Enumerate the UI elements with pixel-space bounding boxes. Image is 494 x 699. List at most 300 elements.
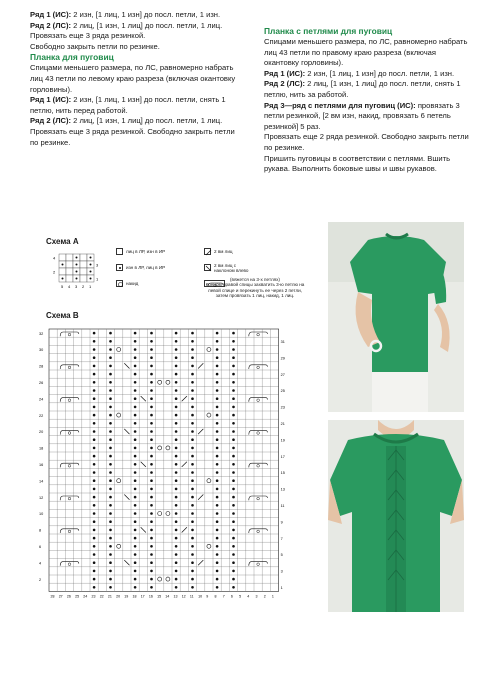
purl-dot xyxy=(175,438,178,441)
row-label: Ряд 1 (ИС): xyxy=(264,68,306,78)
purl-dot xyxy=(150,422,153,425)
purl-dot xyxy=(150,332,153,335)
purl-dot xyxy=(109,570,112,573)
row-number: 1 xyxy=(280,586,283,590)
row-number: 28 xyxy=(39,364,44,369)
purl-dot xyxy=(150,373,153,376)
purl-dot xyxy=(191,496,194,499)
left-final: Провязать еще 3 ряда резинкой. Свободно закрыть петли по резинке. xyxy=(30,126,235,147)
purl-dot xyxy=(62,264,64,266)
row-number: 17 xyxy=(280,454,285,459)
col-number: 14 xyxy=(165,594,170,599)
row-text: 2 лиц, [1 изн, 1 лиц] до посл. петли, 1 лиц. xyxy=(71,20,223,30)
purl-dot xyxy=(93,348,96,351)
left-text-column xyxy=(30,10,242,148)
purl-dot xyxy=(175,561,178,564)
purl-dot xyxy=(175,463,178,466)
grid-cell xyxy=(66,261,73,268)
purl-dot xyxy=(150,586,153,589)
row-label: Ряд 2 (ЛС): xyxy=(30,20,72,30)
purl-dot xyxy=(134,397,137,400)
purl-dot xyxy=(76,264,78,266)
purl-dot xyxy=(90,264,92,266)
purl-dot xyxy=(93,447,96,450)
purl-dot xyxy=(216,512,219,515)
purl-dot xyxy=(93,332,96,335)
row-number: 21 xyxy=(280,422,285,426)
purl-dot xyxy=(191,488,194,491)
row-text: 2 изн, [1 лиц, 1 изн] до посл. петли, 1 изн. xyxy=(305,68,455,78)
purl-dot xyxy=(134,356,137,359)
purl-dot xyxy=(216,578,219,581)
purl-dot xyxy=(232,512,235,515)
col-number: 27 xyxy=(58,594,63,599)
purl-dot xyxy=(109,356,112,359)
purl-dot xyxy=(109,381,112,384)
purl-dot xyxy=(150,488,153,491)
col-number: 12 xyxy=(181,594,186,599)
purl-dot xyxy=(191,348,194,351)
purl-dot xyxy=(191,365,194,368)
row-number: 18 xyxy=(39,446,44,451)
col-number: 1 xyxy=(89,284,92,289)
purl-dot xyxy=(109,496,112,499)
row-number: 2 xyxy=(53,269,56,275)
col-number: 10 xyxy=(198,594,203,599)
row-number: 20 xyxy=(39,430,44,435)
purl-dot xyxy=(150,529,153,532)
purl-dot xyxy=(134,373,137,376)
purl-dot xyxy=(191,356,194,359)
legend-pass-description xyxy=(205,277,305,299)
legend-yo-symbol xyxy=(116,280,123,287)
purl-dot xyxy=(175,488,178,491)
purl-dot xyxy=(175,373,178,376)
purl-dot xyxy=(90,257,92,259)
purl-dot xyxy=(216,545,219,548)
row-number: 10 xyxy=(39,512,44,517)
col-number: 20 xyxy=(116,594,121,599)
purl-dot xyxy=(134,504,137,507)
row-number: 31 xyxy=(280,340,285,344)
purl-dot xyxy=(175,381,178,384)
purl-dot xyxy=(134,389,137,392)
row-number: 13 xyxy=(280,487,285,492)
purl-dot xyxy=(232,463,235,466)
purl-dot xyxy=(216,504,219,507)
purl-dot xyxy=(134,455,137,458)
purl-dot xyxy=(90,278,92,280)
row-number: 3 xyxy=(96,262,99,268)
purl-dot xyxy=(150,365,153,368)
purl-dot xyxy=(175,537,178,540)
purl-dot xyxy=(150,520,153,523)
row-text: 2 изн, [1 лиц, 1 изн] до посл. петли, 1 изн. xyxy=(71,10,221,19)
purl-dot xyxy=(175,406,178,409)
purl-dot xyxy=(134,520,137,523)
grid-cell xyxy=(80,254,87,261)
purl-dot xyxy=(150,545,153,548)
purl-dot xyxy=(232,504,235,507)
purl-dot xyxy=(150,430,153,433)
purl-dot xyxy=(175,553,178,556)
purl-dot xyxy=(134,479,137,482)
purl-dot xyxy=(150,340,153,343)
row-number: 6 xyxy=(39,545,42,549)
legend-blank-symbol xyxy=(116,248,123,255)
col-number: 5 xyxy=(61,284,64,289)
row-number: 5 xyxy=(280,553,283,558)
schema-a-grid xyxy=(51,252,111,294)
col-number: 16 xyxy=(148,594,153,599)
purl-dot xyxy=(216,422,219,425)
purl-dot xyxy=(109,365,112,368)
purl-dot xyxy=(232,348,235,351)
purl-dot xyxy=(232,356,235,359)
purl-dot xyxy=(191,504,194,507)
purl-dot xyxy=(109,438,112,441)
purl-dot xyxy=(232,479,235,482)
purl-dot xyxy=(191,438,194,441)
purl-dot xyxy=(109,529,112,532)
purl-dot xyxy=(134,365,137,368)
left-row1b xyxy=(30,95,242,116)
purl-dot xyxy=(191,545,194,548)
purl-dot xyxy=(134,578,137,581)
purl-dot xyxy=(109,479,112,482)
row-number: 16 xyxy=(39,463,44,467)
purl-dot xyxy=(93,488,96,491)
purl-dot xyxy=(109,463,112,466)
purl-dot xyxy=(134,553,137,556)
purl-dot xyxy=(232,397,235,400)
purl-dot xyxy=(93,578,96,581)
purl-dot xyxy=(150,389,153,392)
purl-dot xyxy=(134,512,137,515)
purl-dot xyxy=(191,561,194,564)
right-intro: Спицами меньшего размера, по ЛС, равномерно набрать лиц 43 петли по правому краю разреза (включая окантовку горловины). xyxy=(264,37,468,68)
row-number: 32 xyxy=(39,331,44,336)
left-knit3: Провязать еще 3 ряда резинкой. xyxy=(30,31,146,41)
purl-dot xyxy=(134,463,137,466)
purl-dot xyxy=(109,545,112,548)
legend-purl-symbol xyxy=(116,264,123,271)
purl-dot xyxy=(191,586,194,589)
purl-dot xyxy=(109,430,112,433)
purl-dot xyxy=(109,414,112,417)
purl-dot xyxy=(232,381,235,384)
purl-dot xyxy=(216,365,219,368)
col-number: 26 xyxy=(66,594,71,599)
purl-dot xyxy=(150,570,153,573)
purl-dot xyxy=(93,586,96,589)
purl-dot xyxy=(216,447,219,450)
col-number: 19 xyxy=(124,594,129,599)
purl-dot xyxy=(134,340,137,343)
col-number: 24 xyxy=(83,594,88,599)
row-label: Ряд 2 (ЛС): xyxy=(30,116,72,126)
row-number: 15 xyxy=(280,471,285,476)
purl-dot xyxy=(191,430,194,433)
purl-dot xyxy=(175,570,178,573)
legend-label: 2 вм лиц с наклоном влево xyxy=(214,263,249,274)
purl-dot xyxy=(175,397,178,400)
left-row2b xyxy=(30,116,242,127)
purl-dot xyxy=(109,406,112,409)
purl-dot xyxy=(232,561,235,564)
purl-dot xyxy=(191,455,194,458)
purl-dot xyxy=(191,570,194,573)
legend-label: Концом правой спицы захватить 3-ю петлю на левой спице и перекинуть ее через 2 петли, затем провязать 1 лиц, накид, 1 лиц. xyxy=(205,282,305,299)
right-finish: Пришить пуговицы в соответствии с петлями. Вшить рукава. Выполнить боковые швы и швы рукавов. xyxy=(264,153,451,174)
purl-dot xyxy=(232,455,235,458)
row-number: 2 xyxy=(39,577,42,582)
purl-dot xyxy=(109,512,112,515)
purl-dot xyxy=(216,570,219,573)
purl-dot xyxy=(134,422,137,425)
purl-dot xyxy=(134,414,137,417)
purl-dot xyxy=(150,578,153,581)
purl-dot xyxy=(134,586,137,589)
purl-dot xyxy=(216,529,219,532)
purl-dot xyxy=(150,348,153,351)
row-text: 2 изн, [1 лиц, 1 изн] до посл. петли, снять 1 петлю, нить перед работой. xyxy=(30,95,226,115)
purl-dot xyxy=(191,389,194,392)
purl-dot xyxy=(134,545,137,548)
purl-dot xyxy=(175,430,178,433)
purl-dot xyxy=(150,397,153,400)
purl-dot xyxy=(93,496,96,499)
purl-dot xyxy=(232,414,235,417)
row-number: 12 xyxy=(39,495,44,500)
purl-dot xyxy=(93,520,96,523)
purl-dot xyxy=(232,553,235,556)
purl-dot xyxy=(150,356,153,359)
purl-dot xyxy=(150,463,153,466)
purl-dot xyxy=(175,422,178,425)
purl-dot xyxy=(232,406,235,409)
purl-dot xyxy=(109,561,112,564)
purl-dot xyxy=(175,545,178,548)
purl-dot xyxy=(175,529,178,532)
grid-cell xyxy=(59,268,66,275)
col-number: 4 xyxy=(247,594,250,599)
purl-dot xyxy=(175,340,178,343)
row-number: 7 xyxy=(280,536,283,541)
purl-dot xyxy=(134,430,137,433)
purl-dot xyxy=(93,422,96,425)
row-number: 1 xyxy=(96,276,99,282)
purl-dot xyxy=(109,553,112,556)
purl-dot xyxy=(216,488,219,491)
purl-dot xyxy=(150,496,153,499)
schema-a-title: Схема А xyxy=(46,237,79,246)
purl-dot xyxy=(216,471,219,474)
purl-dot xyxy=(134,561,137,564)
row-text: провязать 3 петли резинкой, [2 вм изн, накид, провязать 6 петель резинкой] 5 раз. xyxy=(264,100,460,131)
purl-dot xyxy=(175,447,178,450)
purl-dot xyxy=(216,455,219,458)
purl-dot xyxy=(232,373,235,376)
purl-dot xyxy=(93,356,96,359)
row-number: 4 xyxy=(39,561,42,566)
legend-label: лиц в ЛР, изн в ИР xyxy=(126,249,166,254)
purl-dot xyxy=(134,438,137,441)
purl-dot xyxy=(150,561,153,564)
purl-dot xyxy=(150,447,153,450)
col-number: 13 xyxy=(173,594,178,599)
purl-dot xyxy=(76,278,78,280)
row-text: 2 лиц, [1 изн, 1 лиц] до посл. петли, 1 лиц. xyxy=(71,116,223,126)
purl-dot xyxy=(175,332,178,335)
row-number: 30 xyxy=(39,348,44,353)
row-number: 19 xyxy=(280,438,285,443)
purl-dot xyxy=(175,578,178,581)
purl-dot xyxy=(134,570,137,573)
left-heading: Планка для пуговиц xyxy=(30,52,114,63)
purl-dot xyxy=(232,332,235,335)
grid-cell xyxy=(80,261,87,268)
purl-dot xyxy=(93,512,96,515)
purl-dot xyxy=(93,504,96,507)
purl-dot xyxy=(109,520,112,523)
purl-dot xyxy=(134,332,137,335)
row-label: Ряд 2 (ЛС): xyxy=(264,79,306,89)
purl-dot xyxy=(175,520,178,523)
sweater-back-image xyxy=(328,420,464,612)
purl-dot xyxy=(109,332,112,335)
row-number: 27 xyxy=(280,372,285,377)
k2tog-icon xyxy=(205,249,212,256)
purl-dot xyxy=(232,586,235,589)
purl-dot xyxy=(150,406,153,409)
sweater-back-photo xyxy=(328,420,464,612)
purl-dot xyxy=(216,553,219,556)
purl-dot xyxy=(134,471,137,474)
purl-dot xyxy=(109,447,112,450)
row-number: 29 xyxy=(280,356,285,361)
purl-dot xyxy=(93,479,96,482)
purl-dot xyxy=(109,578,112,581)
ssk-icon xyxy=(205,265,212,272)
purl-dot xyxy=(191,332,194,335)
purl-dot xyxy=(134,529,137,532)
purl-dot xyxy=(191,529,194,532)
row-number: 23 xyxy=(280,405,285,410)
purl-dot xyxy=(175,496,178,499)
row-text: 2 лиц, [1 изн, 1 лиц] до посл. петли, снять 1 петлю, нить за работой. xyxy=(264,79,461,99)
purl-dot xyxy=(109,504,112,507)
purl-dot xyxy=(232,438,235,441)
row-number: 8 xyxy=(39,528,42,533)
purl-dot xyxy=(216,406,219,409)
right-row2 xyxy=(264,79,469,100)
purl-dot xyxy=(175,455,178,458)
purl-dot xyxy=(150,537,153,540)
legend-ssk-symbol xyxy=(204,264,211,271)
col-number: 3 xyxy=(255,594,258,599)
row-number: 14 xyxy=(39,479,44,484)
col-number: 21 xyxy=(107,594,112,599)
purl-dot xyxy=(175,586,178,589)
purl-dot xyxy=(175,356,178,359)
purl-dot xyxy=(216,414,219,417)
purl-dot xyxy=(216,463,219,466)
col-number: 28 xyxy=(50,594,55,599)
purl-dot xyxy=(191,381,194,384)
purl-dot xyxy=(232,422,235,425)
left-row1 xyxy=(30,10,242,21)
purl-dot xyxy=(216,586,219,589)
purl-dot xyxy=(109,397,112,400)
grid-cell xyxy=(66,254,73,261)
purl-dot xyxy=(232,578,235,581)
purl-dot xyxy=(175,389,178,392)
purl-dot xyxy=(93,570,96,573)
purl-dot xyxy=(191,414,194,417)
legend-label: 2 вм лиц xyxy=(214,249,233,254)
left-bindoff: Свободно закрыть петли по резинке. xyxy=(30,41,160,51)
legend-label: изн в ЛР, лиц в ИР xyxy=(126,265,166,270)
right-row1 xyxy=(264,69,469,80)
grid-cell xyxy=(80,268,87,275)
purl-dot xyxy=(216,496,219,499)
row-number: 24 xyxy=(39,397,44,402)
sweater-front-image xyxy=(328,222,464,412)
purl-dot xyxy=(191,406,194,409)
purl-dot xyxy=(216,373,219,376)
purl-dot xyxy=(62,278,64,280)
purl-dot xyxy=(216,356,219,359)
purl-dot xyxy=(90,271,92,273)
col-number: 8 xyxy=(214,594,217,599)
purl-dot xyxy=(134,537,137,540)
purl-dot xyxy=(216,537,219,540)
row-number: 11 xyxy=(280,504,285,508)
purl-dot xyxy=(191,447,194,450)
row-label: Ряд 1 (ИС): xyxy=(30,95,72,105)
row-number: 4 xyxy=(53,255,56,261)
purl-dot xyxy=(150,381,153,384)
purl-dot xyxy=(93,471,96,474)
purl-dot xyxy=(93,406,96,409)
col-number: 15 xyxy=(157,594,162,599)
purl-dot xyxy=(191,520,194,523)
purl-dot xyxy=(191,422,194,425)
purl-dot xyxy=(109,340,112,343)
purl-dot xyxy=(216,348,219,351)
sweater-front-photo xyxy=(328,222,464,412)
purl-dot xyxy=(232,520,235,523)
purl-dot xyxy=(175,348,178,351)
purl-dot xyxy=(175,414,178,417)
purl-dot xyxy=(109,422,112,425)
col-number: 5 xyxy=(239,594,242,599)
purl-dot xyxy=(93,381,96,384)
row-number: 22 xyxy=(39,413,44,418)
purl-dot xyxy=(191,373,194,376)
purl-dot xyxy=(216,479,219,482)
purl-dot xyxy=(76,257,78,259)
purl-dot xyxy=(93,553,96,556)
col-number: 6 xyxy=(230,594,233,599)
purl-dot xyxy=(175,471,178,474)
purl-dot xyxy=(150,438,153,441)
purl-dot xyxy=(134,406,137,409)
purl-dot xyxy=(93,438,96,441)
purl-dot xyxy=(93,529,96,532)
purl-dot xyxy=(232,430,235,433)
